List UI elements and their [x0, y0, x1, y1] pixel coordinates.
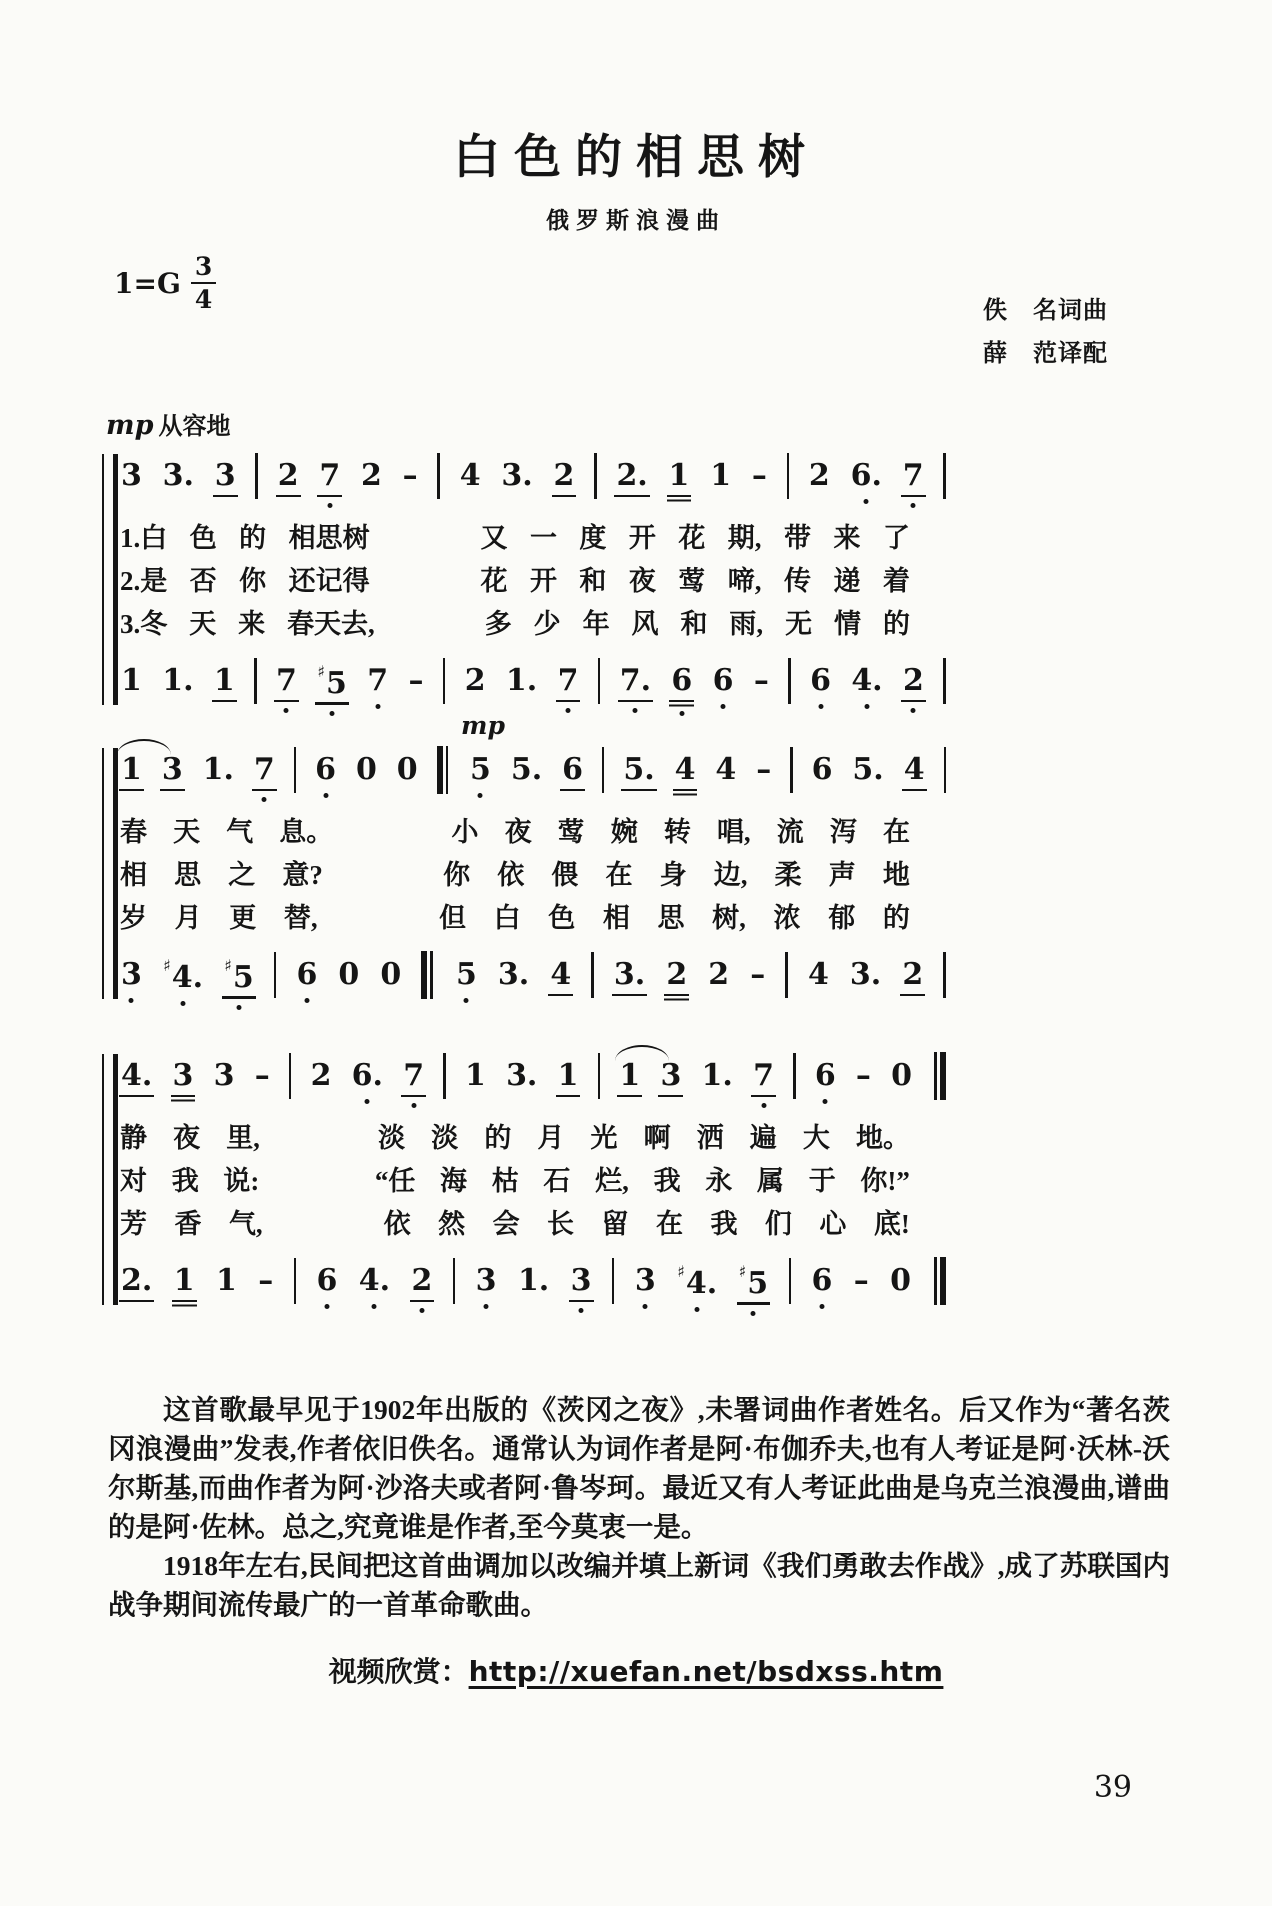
- lyric-syllable: 地: [882, 860, 910, 890]
- lyric-syllable: 偎: [551, 860, 579, 890]
- tempo-text: 从容地: [158, 414, 231, 440]
- lyric-syllable: 对: [120, 1166, 147, 1196]
- repeat-end-barline: [931, 1257, 946, 1305]
- note: 3.: [849, 957, 882, 992]
- note: 7: [319, 458, 341, 493]
- lyric-syllable: 于: [808, 1166, 836, 1196]
- page-number: 39: [1093, 1770, 1132, 1805]
- lyric-syllable: 芳: [120, 1209, 147, 1239]
- note: 6: [296, 957, 318, 992]
- note: ♯4.: [162, 955, 204, 995]
- lyric-syllable: 气: [226, 817, 254, 847]
- note: 6: [562, 752, 583, 787]
- barline: [254, 658, 257, 704]
- note: 2: [902, 957, 924, 992]
- barline: [943, 952, 946, 998]
- lyric-syllable: 思: [657, 903, 685, 933]
- time-denominator: 4: [194, 285, 213, 314]
- note: 4: [550, 957, 572, 992]
- lyric-syllable: 否: [189, 566, 217, 596]
- note: 6: [810, 663, 831, 698]
- note-dash: –: [408, 663, 424, 698]
- credit-lyricist: 佚 名词曲: [983, 298, 1108, 324]
- lyric-syllable: 洒: [696, 1123, 724, 1153]
- lyric-syllable: 岁: [120, 903, 147, 933]
- lyric-syllable: 夜: [628, 566, 656, 596]
- music-system-3: [102, 1048, 946, 1309]
- note: 2: [666, 957, 688, 992]
- note-paragraph: 这首歌最早见于1902年出版的《茨冈之夜》,未署词曲作者姓名。后又作为“著名茨冈浪漫曲”发表,作者依旧佚名。通常认为词作者是阿·布伽乔夫,也有人考证是阿·沃林-沃尔斯基,而曲作者为阿·沙洛夫或者阿·鲁岑珂。最近又有人考证此曲是乌克兰浪漫曲,谱曲的是阿·佐林。总之,究竟谁是作者,至今莫衷一是。: [108, 1394, 1170, 1542]
- barline: [790, 747, 793, 793]
- note: 3: [213, 1058, 235, 1093]
- bass-line: [120, 1253, 946, 1309]
- repeat-start-barline: [437, 746, 452, 794]
- credits: [983, 290, 1108, 376]
- melody-line: [120, 448, 946, 504]
- lyric-syllable: 淡: [431, 1123, 459, 1153]
- note: 1: [618, 1061, 641, 1091]
- rest-note: 0: [355, 752, 377, 787]
- lyric-line-verse2: [120, 853, 946, 896]
- lyric-syllable: 意?: [282, 860, 323, 890]
- lyric-line-verse2: [120, 1159, 946, 1202]
- lyric-syllable: 烂,: [595, 1166, 629, 1196]
- note: 4.: [851, 663, 883, 698]
- lyric-syllable: 度: [579, 523, 607, 553]
- lyric-syllable: 1.白: [120, 523, 168, 553]
- lyric-syllable: 婉: [610, 817, 638, 847]
- lyric-syllable: 2.是: [120, 566, 168, 596]
- lyric-syllable: 身: [659, 860, 687, 890]
- note: ♯4.: [677, 1261, 718, 1301]
- note: 3: [634, 1263, 656, 1298]
- lyric-syllable: 春: [120, 817, 147, 847]
- lyric-syllable: 天: [173, 817, 201, 847]
- note: 1: [213, 663, 235, 698]
- note: 6: [814, 1058, 836, 1093]
- lyric-syllable: 小: [451, 817, 479, 847]
- lyric-syllable: 你!”: [860, 1166, 910, 1196]
- lyric-line-verse1: [120, 516, 946, 559]
- lyric-syllable: 花: [480, 566, 508, 596]
- lyric-syllable: 大: [802, 1123, 830, 1153]
- note: 4: [807, 957, 829, 992]
- barline: [785, 952, 788, 998]
- barline: [602, 747, 605, 793]
- lyric-syllable: 永: [705, 1166, 733, 1196]
- note: 1: [668, 458, 690, 493]
- note: 6.: [351, 1058, 383, 1093]
- repeat-start-barline: [421, 951, 436, 999]
- note: 3.: [497, 957, 530, 992]
- lyric-syllable: 心: [819, 1209, 847, 1239]
- lyric-syllable: 色: [548, 903, 576, 933]
- lyric-syllable: 开: [529, 566, 557, 596]
- lyric-syllable: 着: [882, 566, 910, 596]
- lyric-syllable: 花: [678, 523, 706, 553]
- note-dash: –: [254, 1058, 270, 1093]
- lyric-syllable: 浓: [773, 903, 801, 933]
- lyric-line-verse2: [120, 559, 946, 602]
- note: 2: [708, 957, 730, 992]
- note: 3: [660, 1058, 682, 1093]
- lyric-syllable: 在: [605, 860, 633, 890]
- note: 4.: [121, 1058, 153, 1093]
- note: 1: [464, 1058, 486, 1093]
- note-dash: –: [756, 752, 772, 787]
- lyric-syllable: 莺: [678, 566, 706, 596]
- note: 1: [710, 458, 732, 493]
- barline: [612, 1258, 615, 1304]
- note: 6: [811, 752, 833, 787]
- lyric-syllable: 又: [480, 523, 508, 553]
- note: 4.: [358, 1263, 391, 1298]
- note: 2: [411, 1263, 433, 1298]
- lyric-syllable: 淡: [378, 1123, 406, 1153]
- note: 2: [361, 458, 382, 493]
- note: 2: [808, 458, 830, 493]
- lyric-line-verse3: [120, 1202, 946, 1245]
- note: 7: [253, 752, 275, 787]
- note: 3: [172, 1058, 194, 1093]
- note: 3: [161, 752, 183, 787]
- barline: [598, 1053, 601, 1099]
- lyric-syllable: 我: [710, 1209, 738, 1239]
- lyric-syllable: 开: [628, 523, 656, 553]
- note-paragraph: 1918年左右,民间把这首曲调加以改编并填上新词《我们勇敢去作战》,成了苏联国内战争期间流传最广的一首革命歌曲。: [108, 1550, 1170, 1620]
- note: 3: [214, 458, 236, 493]
- note: 7: [367, 663, 389, 698]
- note: 5 mp: [461, 711, 505, 787]
- lyric-syllable: 色: [189, 523, 217, 553]
- lyric-syllable: 转: [663, 817, 691, 847]
- video-link-row: [0, 1650, 1272, 1690]
- lyric-syllable: 里,: [226, 1123, 260, 1153]
- lyric-syllable: 递: [833, 566, 861, 596]
- barline: [437, 453, 440, 499]
- lyric-syllable: 流: [776, 817, 804, 847]
- lyric-syllable: “任: [374, 1166, 416, 1196]
- lyric-syllable: 的: [484, 1123, 512, 1153]
- lyric-syllable: 白: [493, 903, 521, 933]
- lyric-syllable: 属: [756, 1166, 784, 1196]
- lyric-syllable: 月: [537, 1123, 565, 1153]
- lyric-syllable: 你: [443, 860, 471, 890]
- lyric-syllable: 的: [239, 523, 267, 553]
- barline: [788, 658, 791, 704]
- note: 7: [753, 1058, 774, 1093]
- dynamic-mark: mp: [461, 711, 505, 740]
- note: 1.: [202, 752, 234, 787]
- barline: [591, 952, 594, 998]
- note: 3: [121, 458, 142, 493]
- note: 6: [712, 663, 734, 698]
- lyric-syllable: 树,: [712, 903, 746, 933]
- lyric-syllable: 遍: [749, 1123, 777, 1153]
- lyric-syllable: 期,: [727, 523, 762, 553]
- lyric-syllable: 天: [189, 609, 217, 639]
- lyric-syllable: 春天去,: [287, 609, 375, 639]
- tempo-marking: [106, 406, 230, 441]
- lyric-syllable: 的: [882, 903, 910, 933]
- lyric-syllable: 静: [120, 1123, 147, 1153]
- lyric-syllable: 郁: [828, 903, 856, 933]
- lyric-syllable: 3.冬: [120, 609, 168, 639]
- lyric-syllable: 依: [497, 860, 525, 890]
- lyric-syllable: 光: [590, 1123, 618, 1153]
- barline: [294, 1258, 297, 1304]
- note: 2: [903, 663, 924, 698]
- lyric-syllable: 夜: [504, 817, 532, 847]
- note-dash: –: [258, 1263, 274, 1298]
- barline: [443, 1053, 446, 1099]
- melody-line: [120, 711, 946, 798]
- lyric-syllable: 你: [239, 566, 267, 596]
- lyric-syllable: 底!: [873, 1209, 910, 1239]
- lyric-syllable: 相思树: [288, 523, 370, 553]
- note: 6: [811, 1263, 833, 1298]
- note: ♯5: [738, 1261, 769, 1301]
- lyric-syllable: 了: [882, 523, 910, 553]
- note: 2: [553, 458, 575, 493]
- rest-note: 0: [890, 1263, 911, 1298]
- lyric-syllable: 海: [440, 1166, 468, 1196]
- lyric-syllable: 在: [882, 817, 910, 847]
- lyric-syllable: 香: [174, 1209, 202, 1239]
- lyric-syllable: 传: [783, 566, 811, 596]
- lyric-syllable: 气,: [228, 1209, 263, 1239]
- lyric-syllable: 来: [238, 609, 266, 639]
- lyric-syllable: 月: [174, 903, 202, 933]
- lyric-syllable: 和: [680, 609, 708, 639]
- barline: [943, 453, 946, 499]
- note: 5: [455, 957, 477, 992]
- note: 1.: [701, 1058, 733, 1093]
- lyric-line-verse3: [120, 602, 946, 645]
- barline: [944, 747, 947, 793]
- note-dash: –: [750, 957, 766, 992]
- note: 1.: [517, 1263, 550, 1298]
- note: 3.: [613, 957, 646, 992]
- lyric-syllable: 啼,: [727, 566, 762, 596]
- lyric-syllable: 地。: [855, 1123, 910, 1153]
- note: 1: [173, 1263, 195, 1298]
- note: 2.: [616, 458, 648, 493]
- sharp-accidental: ♯: [738, 1261, 747, 1281]
- barline: [274, 952, 277, 998]
- rest-note: 0: [396, 752, 418, 787]
- note: 1.: [162, 663, 194, 698]
- lyric-syllable: 在: [655, 1209, 683, 1239]
- note: 7.: [619, 663, 652, 698]
- lyric-syllable: 无: [785, 609, 813, 639]
- lyric-line-verse3: [120, 896, 946, 939]
- lyric-syllable: 说:: [223, 1166, 260, 1196]
- note: 5.: [852, 752, 884, 787]
- lyric-syllable: 我: [653, 1166, 681, 1196]
- lyric-syllable: 相: [120, 860, 147, 890]
- lyric-syllable: 风: [631, 609, 659, 639]
- note: 1: [121, 663, 142, 698]
- barline: [943, 658, 946, 704]
- lyric-syllable: 啊: [643, 1123, 671, 1153]
- time-numerator: 3: [191, 254, 216, 284]
- rest-note: 0: [380, 957, 402, 992]
- lyric-syllable: 边,: [713, 860, 748, 890]
- note: 7: [403, 1058, 425, 1093]
- lyric-syllable: 相: [602, 903, 630, 933]
- key-label: 1=G: [114, 266, 181, 300]
- credit-translator: 薛 范译配: [983, 341, 1108, 367]
- note: 2: [277, 458, 299, 493]
- lyric-syllable: 年: [582, 609, 610, 639]
- bass-line: [120, 947, 946, 1003]
- note-dash: –: [751, 458, 767, 493]
- note: 4: [903, 752, 925, 787]
- lyric-syllable: 柔: [774, 860, 802, 890]
- page-title: 白色的相思树: [453, 132, 819, 184]
- music-system-1: [102, 448, 946, 709]
- note-dash: –: [853, 1263, 869, 1298]
- note: 6: [671, 663, 693, 698]
- note: 2.: [121, 1263, 153, 1298]
- note: 3: [475, 1263, 497, 1298]
- lyric-syllable: 石: [543, 1166, 571, 1196]
- note: ♯5: [317, 661, 347, 701]
- lyric-syllable: 之: [228, 860, 256, 890]
- lyric-syllable: 莺: [557, 817, 585, 847]
- lyric-syllable: 带: [783, 523, 811, 553]
- note: 6.: [850, 458, 882, 493]
- lyric-syllable: 泻: [829, 817, 857, 847]
- lyric-syllable: 然: [438, 1209, 466, 1239]
- note: 1: [120, 755, 143, 785]
- lyric-syllable: 情: [834, 609, 861, 639]
- lyric-syllable: 枯: [491, 1166, 519, 1196]
- lyric-syllable: 我: [171, 1166, 199, 1196]
- note: 4: [674, 752, 696, 787]
- dynamic-mark: mp: [106, 410, 154, 441]
- barline: [793, 1053, 796, 1099]
- barline: [289, 1053, 292, 1099]
- barline: [787, 453, 790, 499]
- note: 2: [310, 1058, 332, 1093]
- key-signature: [114, 254, 216, 312]
- lyric-syllable: 替,: [283, 903, 318, 933]
- lyric-line-verse1: [120, 810, 946, 853]
- repeat-end-barline: [931, 1052, 946, 1100]
- lyric-syllable: 少: [533, 609, 561, 639]
- lyric-syllable: 一: [529, 523, 557, 553]
- video-url-link[interactable]: http://xuefan.net/bsdxss.htm: [468, 1655, 944, 1688]
- lyric-syllable: 思: [174, 860, 202, 890]
- lyric-syllable: 的: [882, 609, 910, 639]
- lyric-syllable: 但: [438, 903, 466, 933]
- lyric-syllable: 更: [229, 903, 257, 933]
- note: 3.: [506, 1058, 538, 1093]
- rest-note: 0: [338, 957, 360, 992]
- sharp-accidental: ♯: [677, 1261, 685, 1281]
- lyric-syllable: 会: [492, 1209, 520, 1239]
- note: 2: [464, 663, 486, 698]
- note: 3.: [501, 458, 533, 493]
- note: 1: [557, 1058, 579, 1093]
- note: 1: [215, 1263, 237, 1298]
- barline: [443, 658, 446, 704]
- note: 6: [316, 1263, 338, 1298]
- barline: [789, 1258, 792, 1304]
- sharp-accidental: ♯: [224, 955, 232, 975]
- lyric-syllable: 长: [547, 1209, 575, 1239]
- note: 1.: [505, 663, 538, 698]
- barline: [594, 453, 597, 499]
- lyric-syllable: 和: [579, 566, 607, 596]
- music-system-2: [102, 711, 946, 1003]
- note: 4: [459, 458, 481, 493]
- sharp-accidental: ♯: [317, 661, 325, 681]
- lyric-syllable: 声: [828, 860, 856, 890]
- note: ♯5: [224, 955, 254, 995]
- note: 5.: [623, 752, 655, 787]
- note: 7: [276, 663, 297, 698]
- lyric-syllable: 夜: [173, 1123, 201, 1153]
- note: 7: [557, 663, 579, 698]
- lyric-syllable: 多: [484, 609, 512, 639]
- lyric-syllable: 息。: [279, 817, 334, 847]
- melody-line: [120, 1048, 946, 1104]
- bass-line: [120, 653, 946, 709]
- barline: [598, 658, 601, 704]
- lyric-syllable: 们: [764, 1209, 792, 1239]
- note-dash: –: [855, 1058, 871, 1093]
- barline: [255, 453, 258, 499]
- time-signature: [191, 254, 216, 312]
- notes-block: [108, 1390, 1170, 1624]
- note: 3.: [162, 458, 194, 493]
- lyric-syllable: 雨,: [729, 609, 764, 639]
- sharp-accidental: ♯: [162, 955, 171, 975]
- lyric-syllable: 来: [833, 523, 861, 553]
- note: 6: [315, 752, 337, 787]
- rest-note: 0: [891, 1058, 912, 1093]
- lyric-syllable: 留: [601, 1209, 629, 1239]
- note-dash: –: [402, 458, 418, 493]
- video-label: 视频欣赏：: [328, 1657, 469, 1688]
- lyric-line-verse1: [120, 1116, 946, 1159]
- barline: [294, 747, 297, 793]
- barline: [453, 1258, 456, 1304]
- note: 4: [715, 752, 737, 787]
- note: 7: [902, 458, 924, 493]
- note: 3: [570, 1263, 592, 1298]
- lyric-syllable: 依: [383, 1209, 411, 1239]
- lyric-syllable: 唱,: [716, 817, 751, 847]
- note-dash: –: [753, 663, 769, 698]
- note: 3: [121, 957, 142, 992]
- note: 5.: [510, 752, 543, 787]
- song-subtitle: 俄罗斯浪漫曲: [546, 208, 726, 233]
- lyric-syllable: 还记得: [288, 566, 370, 596]
